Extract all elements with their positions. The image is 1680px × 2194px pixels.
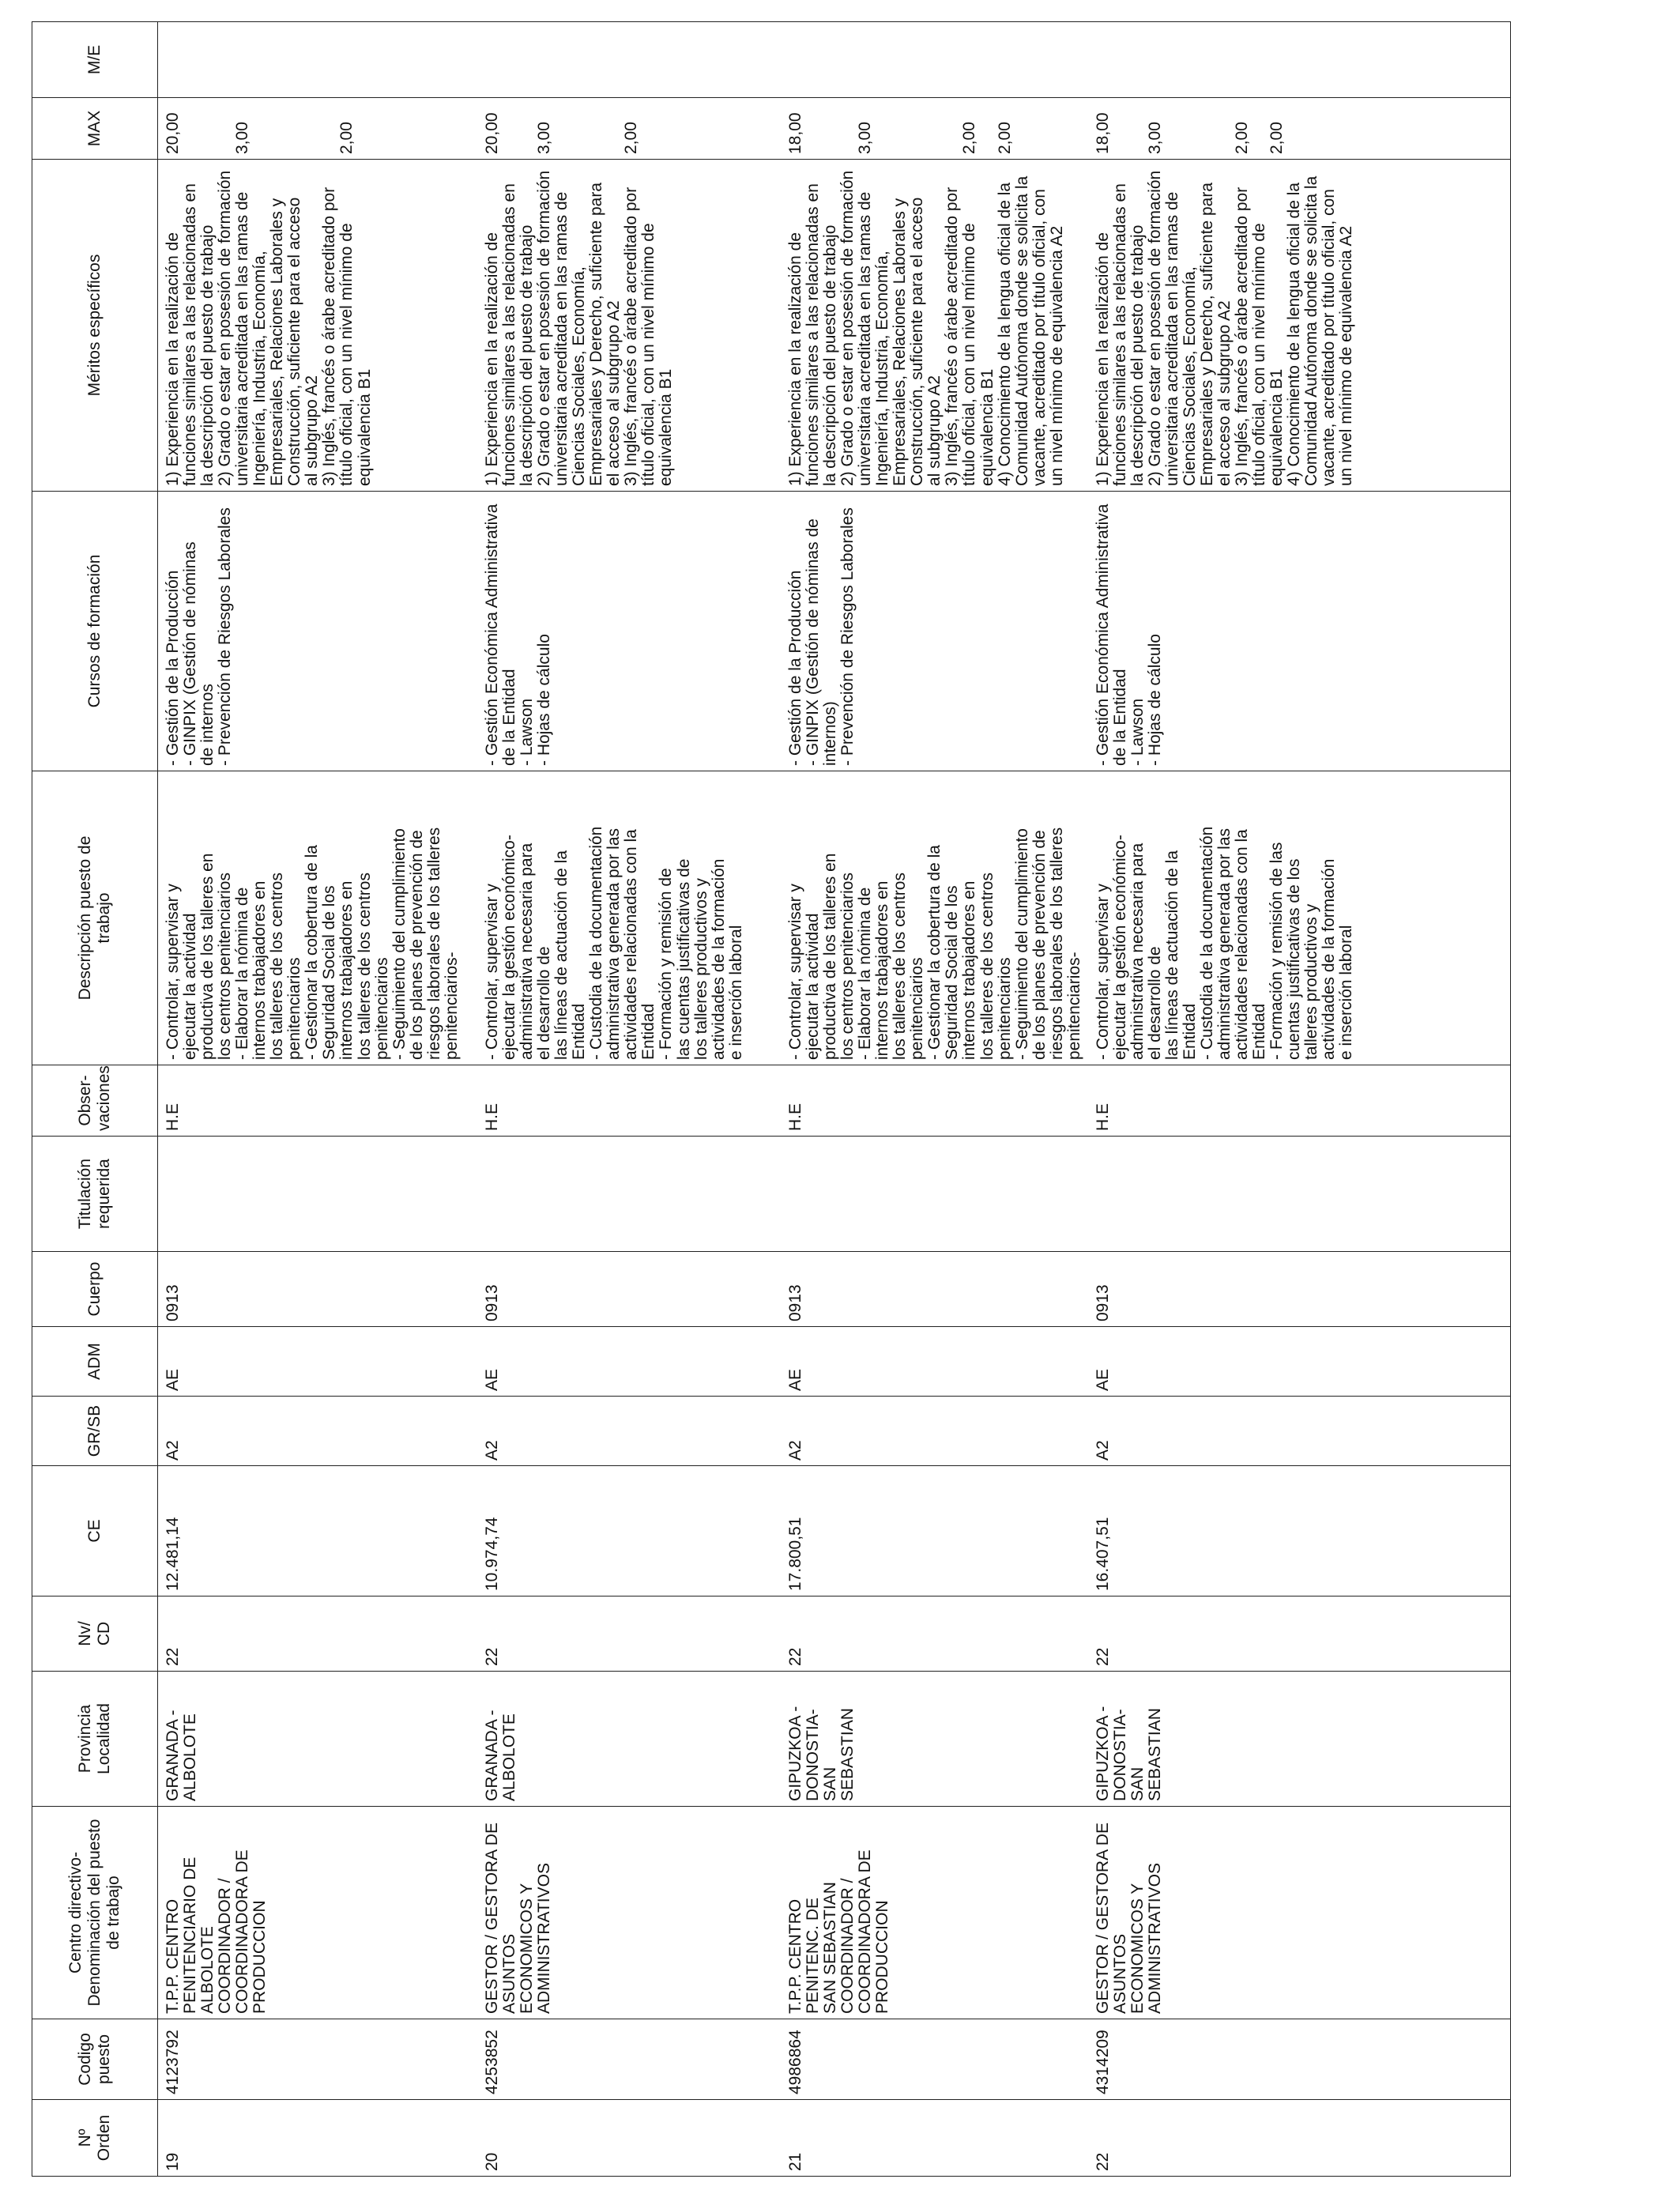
- cell-titulacion: [477, 1137, 781, 1252]
- cell-ce: 12.481,14: [158, 1466, 478, 1596]
- cell-centro: [158, 1807, 478, 2019]
- header-cuerpo: Cuerpo: [32, 1252, 158, 1327]
- cell-nivel: 22: [781, 1596, 1088, 1672]
- cell-titulacion: [1088, 1137, 1511, 1252]
- header-descripcion: Descripción puesto de trabajo: [32, 771, 158, 1065]
- cell-me: [477, 22, 781, 98]
- header-max: MAX: [32, 98, 158, 160]
- cell-observaciones: H.E: [1088, 1065, 1511, 1137]
- header-titulacion: Titulación requerida: [32, 1137, 158, 1252]
- cell-orden: 21: [781, 2100, 1088, 2177]
- cell-cursos: - Gestión de la Producción - GINPIX (Gestión de nóminas de internos - Prevención de Riesgos Laborales: [158, 492, 478, 771]
- cell-titulacion: [158, 1137, 478, 1252]
- header-codigo: Codigo puesto: [32, 2019, 158, 2100]
- cell-descripcion: - Controlar, supervisar y ejecutar la gestión económico- administrativa necesaria para el desarrollo de las líneas de actuación de la Entidad - Custodia de la documentación administrativa generada por las actividades relacionadas con la Entidad - Formación y remisión de las cuentas justificativas de los talleres productivos y actividades de la formación e inserción laboral: [1088, 771, 1511, 1065]
- cell-codigo: 4314209: [1088, 2019, 1511, 2100]
- header-me: M/E: [32, 22, 158, 98]
- header-orden: Nº Orden: [32, 2100, 158, 2177]
- cell-provincia: GRANADA - ALBOLOTE: [158, 1672, 478, 1807]
- cell-codigo: 4253852: [477, 2019, 781, 2100]
- denominacion-puesto: GESTOR / GESTORA DE ASUNTOS ECONOMICOS Y ADMINISTRATIVOS: [483, 1823, 554, 2014]
- table-row: [477, 22, 781, 2177]
- cell-ce: 10.974,74: [477, 1466, 781, 1596]
- cell-me: [158, 22, 478, 98]
- cell-descripcion: - Controlar, supervisar y ejecutar la actividad productiva de los talleres en los centros penitenciarios - Elaborar la nómina de internos trabajadores en los talleres de los centros penitenciarios - Gestionar la cobertura de la Seguridad Social de los internos trabajadores en los talleres de los centros penitenciarios - Seguimiento del cumplimiento de los planes de prevención de riesgos laborales de los talleres penitenciarios-: [781, 771, 1088, 1065]
- cell-cursos: - Gestión de la Producción - GINPIX (Gestión de nóminas de internos) - Prevención de Riesgos Laborales: [781, 492, 1088, 771]
- cell-cuerpo: 0913: [781, 1252, 1088, 1327]
- header-row: [32, 22, 158, 2177]
- cell-ce: 17.800,51: [781, 1466, 1088, 1596]
- cell-orden: 20: [477, 2100, 781, 2177]
- cell-meritos: 1) Experiencia en la realización de funciones similares a las relacionadas en la descripción del puesto de trabajo 2) Grado o estar en posesión de formación universitaria acreditada en las ramas de Ingeniería, Industria, Economía, Empresariales, Relaciones Laborales y Construcción, suficiente para el acceso al subgrupo A2 3) Inglés, francés o árabe acreditado por título oficial, con un nivel mínimo de equivalencia B1 4) Conocimiento de la lengua oficial de la Comunidad Autónoma donde se solicita la vacante, acreditado por título oficial, con un nivel mínimo de equivalencia A2: [781, 160, 1088, 492]
- cell-cuerpo: 0913: [158, 1252, 478, 1327]
- centro-directivo: T.P.P. CENTRO PENITENC. DE SAN SEBASTIAN: [786, 1882, 840, 2014]
- cell-cursos: - Gestión Económica Administrativa de la Entidad - Lawson - Hojas de cálculo: [1088, 492, 1511, 771]
- table-row: [1088, 22, 1511, 2177]
- cell-me: [1088, 22, 1511, 98]
- header-grupo: GR/SB: [32, 1397, 158, 1466]
- cell-grupo: A2: [477, 1397, 781, 1466]
- cell-meritos: 1) Experiencia en la realización de funciones similares a las relacionadas en la descripción del puesto de trabajo 2) Grado o estar en posesión de formación universitaria acreditada en las ramas de Ciencias Sociales, Economía, Empresariales y Derecho, suficiente para el acceso al subgrupo A2 3) Inglés, francés o árabe acreditado por título oficial, con un nivel mínimo de equivalencia B1: [477, 160, 781, 492]
- cell-descripcion: - Controlar, supervisar y ejecutar la gestión económico- administrativa necesaria para el desarrollo de las líneas de actuación de la Entidad - Custodia de la documentación administrativa generada por las actividades relacionadas con la Entidad - Formación y remisión de las cuentas justificativas de los talleres productivos y actividades de la formación e inserción laboral: [477, 771, 781, 1065]
- cell-orden: 22: [1088, 2100, 1511, 2177]
- denominacion-puesto: GESTOR / GESTORA DE ASUNTOS ECONOMICOS Y ADMINISTRATIVOS: [1093, 1823, 1164, 2014]
- cell-centro: [781, 1807, 1088, 2019]
- cell-nivel: 22: [1088, 1596, 1511, 1672]
- table-row: [781, 22, 1088, 2177]
- cell-max: 18,00 3,00 2,00 2,00: [1088, 98, 1511, 160]
- denominacion-puesto: COORDINADOR / COORDINADORA DE PRODUCCION: [216, 1849, 269, 2014]
- cell-adm: AE: [158, 1327, 478, 1397]
- cell-meritos: 1) Experiencia en la realización de funciones similares a las relacionadas en la descripción del puesto de trabajo 2) Grado o estar en posesión de formación universitaria acreditada en las ramas de Ciencias Sociales, Economía, Empresariales y Derecho, suficiente para el acceso al subgrupo A2 3) Inglés, francés o árabe acreditado por título oficial, con un nivel mínimo de equivalencia B1 4) Conocimiento de la lengua oficial de la Comunidad Autónoma donde se solicita la vacante, acreditado por título oficial, con un nivel mínimo de equivalencia A2: [1088, 160, 1511, 492]
- cell-centro: [1088, 1807, 1511, 2019]
- header-cursos: Cursos de formación: [32, 492, 158, 771]
- denominacion-puesto: COORDINADOR / COORDINADORA DE PRODUCCION: [838, 1849, 892, 2014]
- cell-descripcion: - Controlar, supervisar y ejecutar la actividad productiva de los talleres en los centros penitenciarios - Elaborar la nómina de internos trabajadores en los talleres de los centros penitenciarios - Gestionar la cobertura de la Seguridad Social de los internos trabajadores en los talleres de los centros penitenciarios - Seguimiento del cumplimiento de los planes de prevención de riesgos laborales de los talleres penitenciarios-: [158, 771, 478, 1065]
- cell-provincia: GRANADA - ALBOLOTE: [477, 1672, 781, 1807]
- table-row: [158, 22, 478, 2177]
- cell-provincia: GIPUZKOA - DONOSTIA-SAN SEBASTIAN: [1088, 1672, 1511, 1807]
- cell-titulacion: [781, 1137, 1088, 1252]
- cell-centro: [477, 1807, 781, 2019]
- cell-ce: 16.407,51: [1088, 1466, 1511, 1596]
- cell-observaciones: H.E: [477, 1065, 781, 1137]
- header-observaciones: Obser- vaciones: [32, 1065, 158, 1137]
- cell-adm: AE: [477, 1327, 781, 1397]
- cell-max: 20,00 3,00 2,00: [158, 98, 478, 160]
- cell-provincia: GIPUZKOA - DONOSTIA-SAN SEBASTIAN: [781, 1672, 1088, 1807]
- cell-codigo: 4986864: [781, 2019, 1088, 2100]
- vacancies-table: [32, 21, 1511, 2177]
- cell-codigo: 4123792: [158, 2019, 478, 2100]
- header-adm: ADM: [32, 1327, 158, 1397]
- cell-max: 20,00 3,00 2,00: [477, 98, 781, 160]
- cell-cuerpo: 0913: [1088, 1252, 1511, 1327]
- cell-nivel: 22: [158, 1596, 478, 1672]
- header-centro: Centro directivo- Denominación del puesto de trabajo: [32, 1807, 158, 2019]
- header-ce: CE: [32, 1466, 158, 1596]
- cell-meritos: 1) Experiencia en la realización de funciones similares a las relacionadas en la descripción del puesto de trabajo 2) Grado o estar en posesión de formación universitaria acreditada en las ramas de Ingeniería, Industria, Economía, Empresariales, Relaciones Laborales y Construcción, suficiente para el acceso al subgrupo A2 3) Inglés, francés o árabe acreditado por título oficial, con un nivel mínimo de equivalencia B1: [158, 160, 478, 492]
- cell-grupo: A2: [781, 1397, 1088, 1466]
- cell-observaciones: H.E: [158, 1065, 478, 1137]
- cell-cuerpo: 0913: [477, 1252, 781, 1327]
- cell-me: [781, 22, 1088, 98]
- cell-cursos: - Gestión Económica Administrativa de la Entidad - Lawson - Hojas de cálculo: [477, 492, 781, 771]
- header-nivel: Nv/ CD: [32, 1596, 158, 1672]
- cell-nivel: 22: [477, 1596, 781, 1672]
- cell-observaciones: H.E: [781, 1065, 1088, 1137]
- cell-max: 18,00 3,00 2,00 2,00: [781, 98, 1088, 160]
- header-meritos: Méritos específicos: [32, 160, 158, 492]
- centro-directivo: T.P.P. CENTRO PENITENCIARIO DE ALBOLOTE: [164, 1857, 217, 2014]
- cell-orden: 19: [158, 2100, 478, 2177]
- header-provincia: Provincia Localidad: [32, 1672, 158, 1807]
- cell-grupo: A2: [1088, 1397, 1511, 1466]
- cell-adm: AE: [781, 1327, 1088, 1397]
- cell-grupo: A2: [158, 1397, 478, 1466]
- cell-adm: AE: [1088, 1327, 1511, 1397]
